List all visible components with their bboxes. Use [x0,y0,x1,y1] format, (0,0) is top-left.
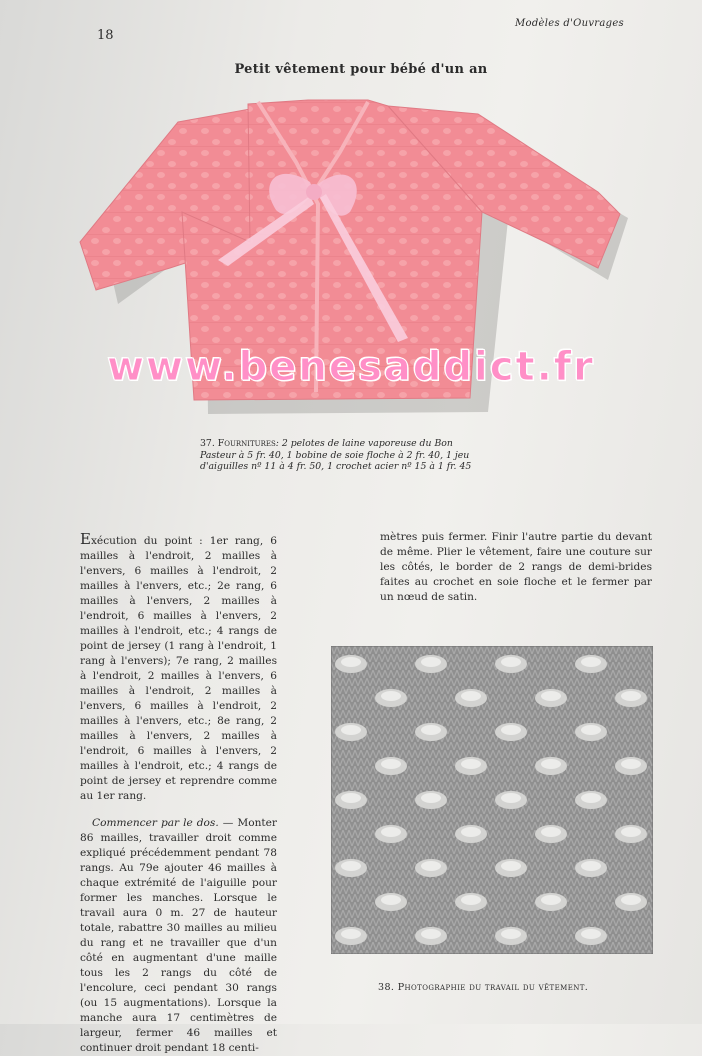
paragraph-finish: mètres puis fermer. Finir l'autre partie du devant de même. Plier le vêtement, faire une couture sur les côtés, le border de 2 rangs de demi-brides faites au crochet en soie floche et le fermer par un nœud de satin. [380,531,652,603]
text-column-right [380,530,652,605]
figure-37-number: 37. [200,438,215,449]
figure-37-text: : 2 pelotes de laine vaporeuse du Bon Pasteur à 5 fr. 40, 1 bobine de soie floche à 2 fr. 40, 1 jeu d'aiguilles nº 11 à 4 fr. 50, 1 crochet acier nº 15 à 1 fr. 45 [200,438,472,472]
stitch-swatch-photo [331,646,653,954]
figure-37-caption [200,438,490,473]
execution-text: xécution du point : 1er rang, 6 mailles à l'endroit, 2 mailles à l'envers, 6 mailles à l'endroit, 2 mailles à l'envers, etc.; 2e rang, 6 mailles à l'envers, 2 mailles à l'endroit, 6 mailles à l'envers, 2 mailles à l'endroit, etc.; 4 rangs de point de jersey (1 rang à l'endroit, 1 rang à l'envers); 7e rang, 2 mailles à l'endroit, 2 mailles à l'envers, 6 mailles à l'endroit, 2 mailles à l'envers, 6 mailles à l'endroit, 2 mailles à l'envers, etc.; 8e rang, 2 mailles à l'envers, 2 mailles à l'endroit, 6 mailles à l'envers, 2 mailles à l'endroit, etc.; 4 rangs de point de jersey et reprendre comme au 1er rang. [80,535,277,802]
paragraph-dos [80,816,277,1056]
figure-38-number: 38. [378,982,395,993]
dos-lead: Commencer par le dos. [92,817,219,829]
page-title: Petit vêtement pour bébé d'un an [234,62,488,77]
dos-text: — Monter 86 mailles, travailler droit comme expliqué précédemment pendant 78 rangs. Au 79e ajouter 46 mailles à chaque extrémité de l'aiguille pour former les manches. Lorsque le travail aura 0 m. 27 de hauteur totale, rabattre 30 mailles au milieu du rang et ne travailler que d'un côté en augmentant d'une maille tous les 2 rangs du côté de l'encolure, ceci pendant 30 rangs (ou 15 augmentations). Lorsque la manche aura 17 centimètres de largeur, fermer 46 mailles et continuer droit pendant 18 centi- [80,817,277,1054]
watermark: www.benesaddict.fr [107,344,595,390]
drop-cap: E [80,530,91,548]
text-column-left [80,532,277,1056]
running-head: Modèles d'Ouvrages [514,18,624,29]
figure-38-text: Photographie du travail du vêtement. [397,982,589,993]
paragraph-execution [80,532,277,804]
page-number: 18 [97,28,114,43]
figure-38-caption [378,982,588,993]
figure-37-label: Fournitures [217,438,276,449]
